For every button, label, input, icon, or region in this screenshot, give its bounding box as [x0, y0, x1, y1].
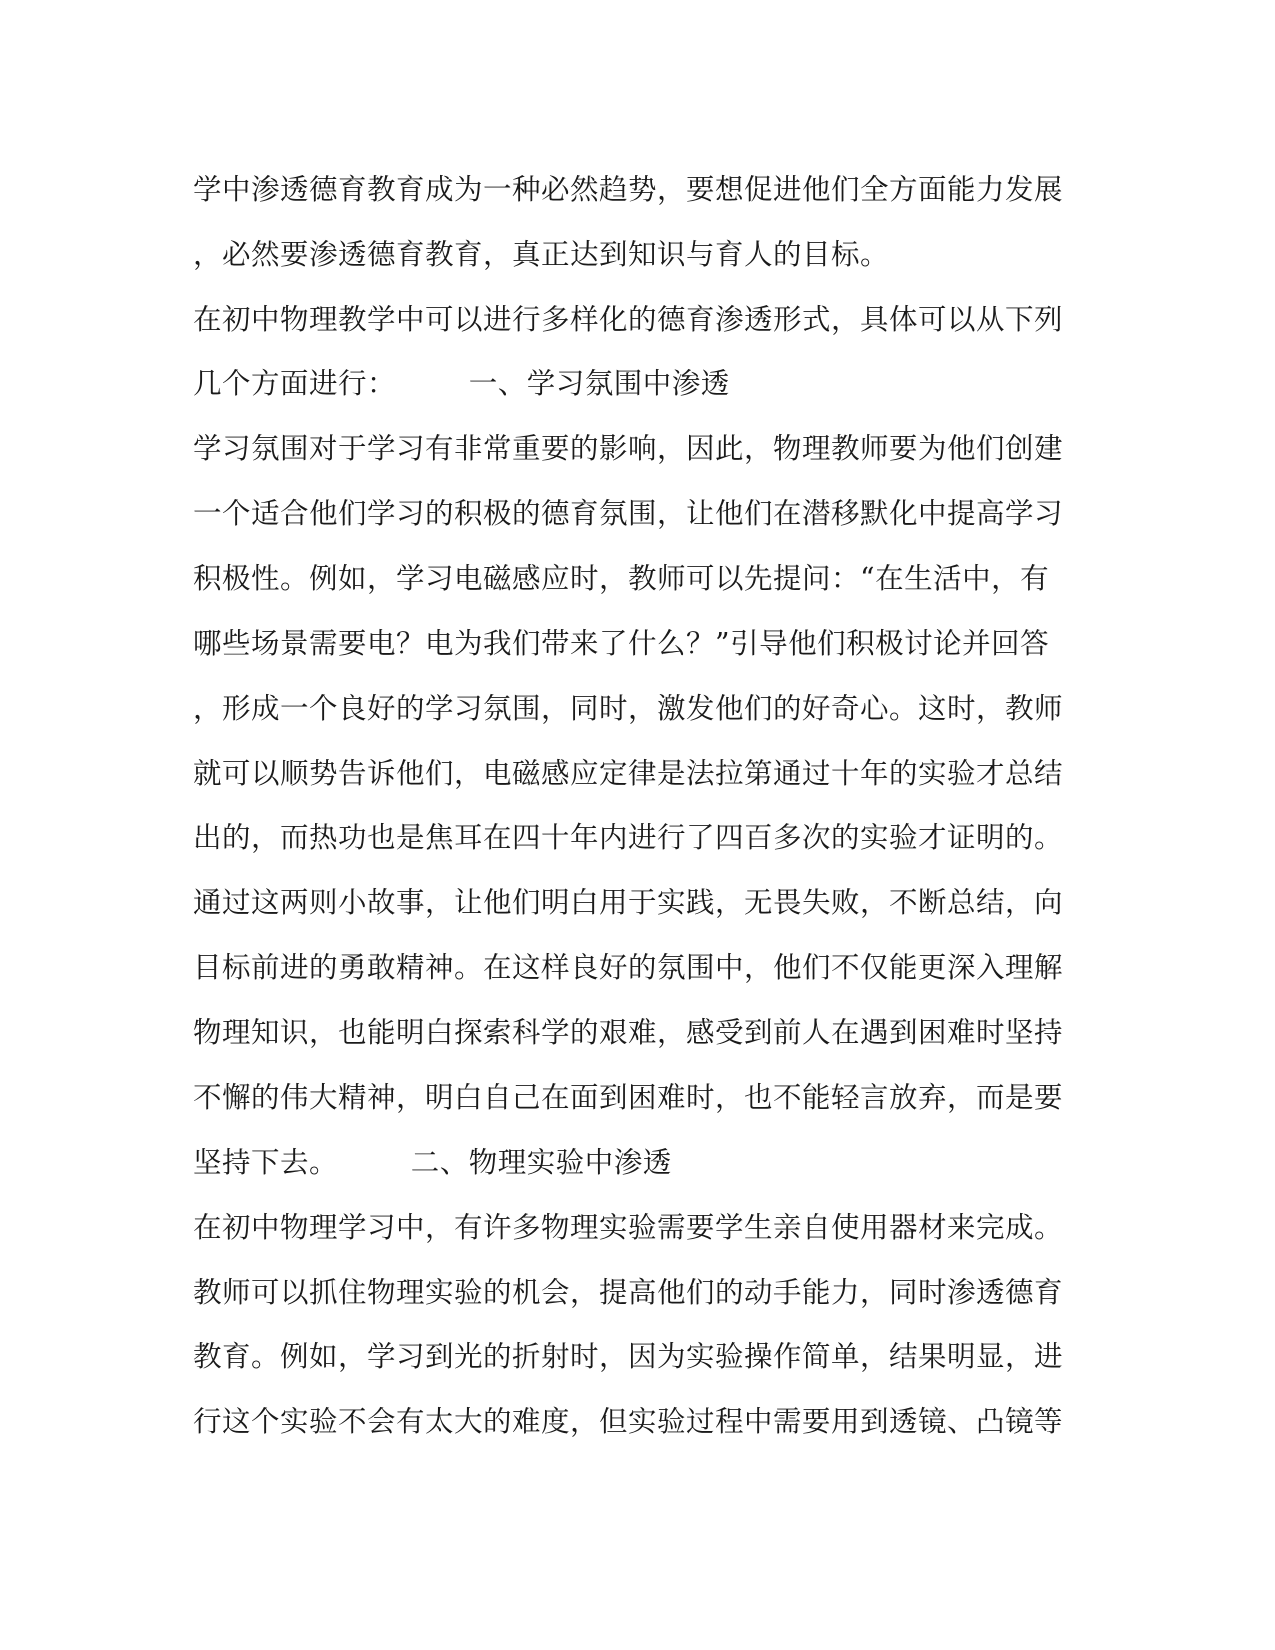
text-line: ，形成一个良好的学习氛围，同时，激发他们的好奇心。这时，教师: [193, 692, 1064, 725]
text-line: 一个适合他们学习的积极的德育氛围，让他们在潜移默化中提高学习: [193, 497, 1064, 530]
text-line: 物理知识，也能明白探索科学的艰难，感受到前人在遇到困难时坚持: [193, 1016, 1064, 1049]
text-line: 哪些场景需要电？电为我们带来了什么？”引导他们积极讨论并回答: [193, 627, 1050, 660]
text-line: 不懈的伟大精神，明白自己在面到困难时，也不能轻言放弃，而是要: [193, 1081, 1064, 1114]
text-line: 教育。例如，学习到光的折射时，因为实验操作简单，结果明显，进: [193, 1340, 1064, 1373]
text-line: 学中渗透德育教育成为一种必然趋势，要想促进他们全方面能力发展: [193, 173, 1064, 206]
text-line: 学习氛围对于学习有非常重要的影响，因此，物理教师要为他们创建: [193, 432, 1064, 465]
text-line: 目标前进的勇敢精神。在这样良好的氛围中，他们不仅能更深入理解: [193, 951, 1064, 984]
text-line-section-heading: 坚持下去。 二、物理实验中渗透: [193, 1146, 672, 1179]
text-line: 出的，而热功也是焦耳在四十年内进行了四百多次的实验才证明的。: [193, 821, 1064, 854]
text-line: 通过这两则小故事，让他们明白用于实践，无畏失败，不断总结，向: [193, 886, 1064, 919]
text-line: 就可以顺势告诉他们，电磁感应定律是法拉第通过十年的实验才总结: [193, 757, 1064, 790]
text-line: 在初中物理学习中，有许多物理实验需要学生亲自使用器材来完成。: [193, 1211, 1064, 1244]
text-line: 教师可以抓住物理实验的机会，提高他们的动手能力，同时渗透德育: [193, 1276, 1064, 1309]
text-line-section-heading: 几个方面进行： 一、学习氛围中渗透: [193, 367, 730, 400]
text-line: 行这个实验不会有太大的难度，但实验过程中需要用到透镜、凸镜等: [193, 1405, 1064, 1438]
text-line: ，必然要渗透德育教育，真正达到知识与育人的目标。: [193, 238, 890, 271]
text-line: 积极性。例如，学习电磁感应时，教师可以先提问：“在生活中，有: [193, 562, 1050, 595]
text-line: 在初中物理教学中可以进行多样化的德育渗透形式，具体可以从下列: [193, 303, 1064, 336]
